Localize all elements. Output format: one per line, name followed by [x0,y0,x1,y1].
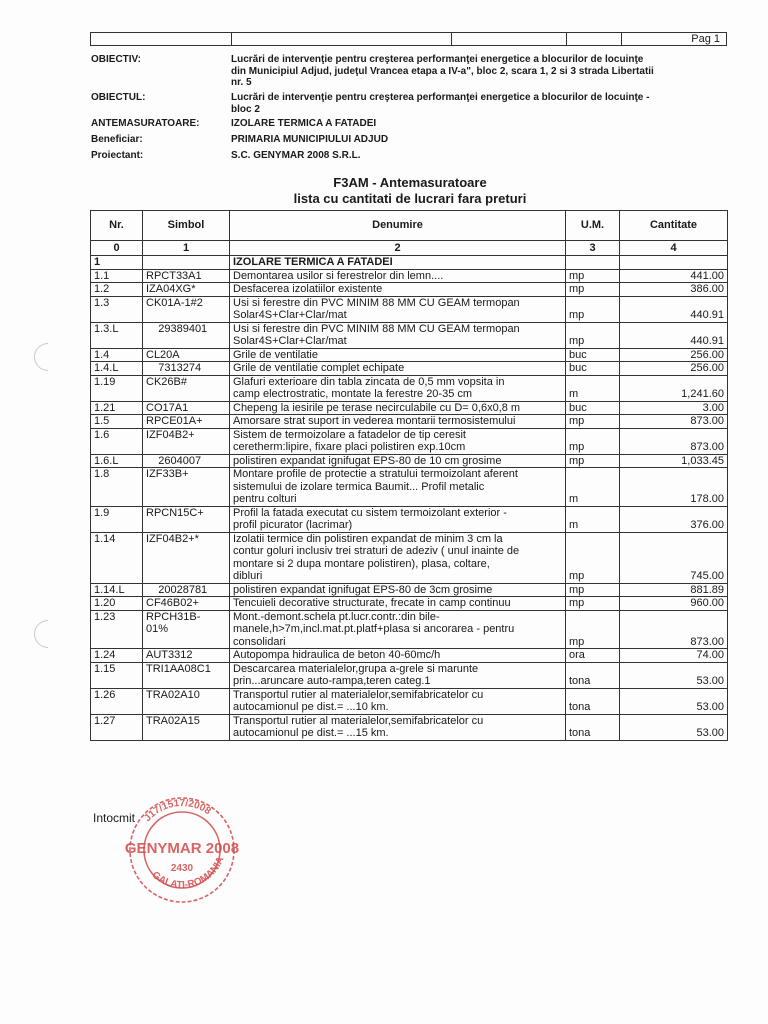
row-nr: 1.4 [91,348,143,362]
row-simbol: RPCE01A+ [143,415,230,429]
row-cantitate: 53.00 [620,662,728,688]
row-denumire [230,428,566,454]
document-title: F3AM - Antemasuratoare [333,175,487,190]
row-cantitate: 745.00 [620,532,728,583]
row-nr: 1.21 [91,401,143,415]
obiectul-value: Lucrări de intervenţie pentru creşterea performanţei energetice a blocurilor de locuinţe - bloc 2 [231,92,650,115]
table-row [91,662,728,688]
denumire-line: Solar4S+Clar+Clar/mat [233,335,347,347]
page-number: Pag 1 [691,33,720,45]
row-cantitate: 960.00 [620,597,728,611]
table-row [91,714,728,740]
row-um: mp [566,428,620,454]
table-row [91,269,728,283]
denumire-line: Transportul rutier al materialelor,semifabricatelor cu [233,688,484,701]
denumire-line: Sistem de termoizolare a fatadelor de tip ceresit [233,428,466,441]
stamp-company: GENYMAR 2008 [124,840,240,857]
row-simbol: 7313274 [143,362,230,376]
denumire-line: Usi si ferestre din PVC MINIM 88 MM CU GEAM termopan [233,322,520,335]
table-row [91,583,728,597]
row-nr: 1.23 [91,610,143,649]
row-nr: 1.19 [91,375,143,401]
row-um: mp [566,322,620,348]
row-cantitate: 441.00 [620,269,728,283]
row-simbol: RPCN15C+ [143,506,230,532]
row-simbol: TRA02A15 [143,714,230,740]
row-nr: 1.27 [91,714,143,740]
row-nr: 1.15 [91,662,143,688]
table-header-row [91,211,728,241]
stamp-number: 2430 [170,863,194,874]
table-row [91,532,728,583]
row-um: buc [566,401,620,415]
denumire-line: Izolatii termice din polistiren expandat de minim 3 cm la [233,532,503,545]
denumire-line: Profil la fatada executat cu sistem termoizolant exterior - [233,506,507,519]
denumire-line: polistiren expandat ignifugat EPS-80 de 10 cm grosime [233,454,502,467]
row-um: buc [566,348,620,362]
section-number: 1 [91,256,143,270]
row-um: buc [566,362,620,376]
row-denumire [230,415,566,429]
row-cantitate: 873.00 [620,415,728,429]
denumire-line: ceretherm:lipire, fixare placi polistiren exp.10cm [233,441,466,453]
row-denumire [230,610,566,649]
row-denumire [230,322,566,348]
row-simbol: TRA02A10 [143,688,230,714]
row-simbol: CK01A-1#2 [143,296,230,322]
row-denumire [230,454,566,468]
obiectiv-label: OBIECTIV: [91,54,142,65]
denumire-line: Demontarea usilor si ferestrelor din lemn.... [233,269,444,282]
row-nr: 1.6 [91,428,143,454]
row-denumire [230,283,566,297]
intocmit-label: Intocmit [93,811,136,825]
row-nr: 1.3.L [91,322,143,348]
row-simbol: RPCH31B- 01% [143,610,230,649]
punch-hole-mark [28,614,68,654]
section-row [91,256,728,270]
company-stamp [110,795,250,905]
denumire-line: manele,h>7m,incl.mat.pt.platf+plasa si ancorarea - pentru [233,623,515,635]
stamp-code: J17/1517/2008 [142,797,213,824]
row-um: m [566,468,620,507]
beneficiar-value: PRIMARIA MUNICIPIULUI ADJUD [231,134,389,145]
row-cantitate: 1,033.45 [620,454,728,468]
denumire-line: dibluri [233,570,263,582]
denumire-line: Grile de ventilatie [233,348,318,361]
column-header-denumire: Denumire [230,211,566,241]
proiectant-label: Proiectant: [91,150,144,161]
column-header-nr: Nr. [91,211,143,241]
row-simbol: IZF04B2+ [143,428,230,454]
table-row [91,468,728,507]
table-row [91,649,728,663]
row-um: mp [566,415,620,429]
row-cantitate: 53.00 [620,714,728,740]
column-header-simbol: Simbol [143,211,230,241]
denumire-line: Solar4S+Clar+Clar/mat [233,309,347,321]
column-header-cantitate: Cantitate [620,211,728,241]
row-cantitate: 256.00 [620,362,728,376]
table-row [91,688,728,714]
denumire-line: profil picurator (lacrimar) [233,519,353,531]
page-header-row [90,32,727,46]
denumire-line: pentru colturi [233,493,297,505]
table-row [91,296,728,322]
proiectant-value: S.C. GENYMAR 2008 S.R.L. [231,150,361,161]
row-simbol: AUT3312 [143,649,230,663]
denumire-line: contur goluri inclusiv trei straturi de adeziv ( unul inainte de [233,545,520,557]
row-denumire [230,296,566,322]
beneficiar-label: Beneficiar: [91,134,143,145]
table-row [91,428,728,454]
row-um: m [566,506,620,532]
document-subtitle: lista cu cantitati de lucrari fara preturi [293,191,527,206]
row-um: mp [566,269,620,283]
row-um: ora [566,649,620,663]
column-index-row: 0 1 2 3 4 [91,241,728,256]
obiectiv-value: Lucrări de intervenţie pentru creşterea performanţei energetice a blocurilor de locuinţe din Municipiul Adjud, judeţul Vrancea etapa a IV-a", bloc 2, scara 1, 2 si 3 strada Libertatii nr. 5 [231,54,654,88]
row-um: mp [566,583,620,597]
row-nr: 1.3 [91,296,143,322]
row-simbol: CF46B02+ [143,597,230,611]
row-simbol: 20028781 [143,583,230,597]
row-denumire [230,532,566,583]
row-simbol: TRI1AA08C1 [143,662,230,688]
antemasuratoare-label: ANTEMASURATOARE: [91,118,200,129]
row-denumire [230,468,566,507]
row-denumire [230,348,566,362]
row-simbol: IZF04B2+* [143,532,230,583]
row-nr: 1.5 [91,415,143,429]
table-row [91,348,728,362]
row-simbol: CO17A1 [143,401,230,415]
denumire-line: Usi si ferestre din PVC MINIM 88 MM CU GEAM termopan [233,296,520,309]
denumire-line: polistiren expandat ignifugat EPS-80 de 3cm grosime [233,583,493,596]
row-simbol: RPCT33A1 [143,269,230,283]
row-simbol: 29389401 [143,322,230,348]
table-row [91,362,728,376]
row-nr: 1.26 [91,688,143,714]
row-cantitate: 3.00 [620,401,728,415]
denumire-line: autocamionul pe dist.= ...15 km. [233,727,389,739]
denumire-line: Descarcarea materialelor,grupa a-grele si marunte [233,662,479,675]
table-row [91,415,728,429]
section-name: IZOLARE TERMICA A FATADEI [230,256,566,270]
row-simbol: CL20A [143,348,230,362]
row-cantitate: 440.91 [620,296,728,322]
row-denumire [230,375,566,401]
row-nr: 1.14.L [91,583,143,597]
table-row [91,322,728,348]
row-nr: 1.14 [91,532,143,583]
row-denumire [230,401,566,415]
row-um: mp [566,296,620,322]
table-row [91,506,728,532]
row-nr: 1.8 [91,468,143,507]
row-cantitate: 873.00 [620,610,728,649]
denumire-line: consolidari [233,635,286,648]
row-um: mp [566,597,620,611]
table-row [91,375,728,401]
punch-hole-mark [28,337,68,377]
row-nr: 1.1 [91,269,143,283]
row-denumire [230,649,566,663]
row-cantitate: 386.00 [620,283,728,297]
antemasuratoare-value: IZOLARE TERMICA A FATADEI [231,118,377,129]
stamp-city: GALATI-ROMANIA [149,855,227,891]
row-denumire [230,362,566,376]
row-cantitate: 1,241.60 [620,375,728,401]
denumire-line: Chepeng la iesirile pe terase necirculabile cu D= 0,6x0,8 m [233,401,521,414]
row-cantitate: 881.89 [620,583,728,597]
denumire-line: prin...aruncare auto-rampa,teren categ.1 [233,675,431,687]
denumire-line: Glafuri exterioare din tabla zincata de 0,5 mm vopsita in [233,375,505,388]
row-nr: 1.2 [91,283,143,297]
denumire-line: autocamionul pe dist.= ...10 km. [233,701,389,713]
row-um: mp [566,610,620,649]
row-denumire [230,662,566,688]
table-row [91,454,728,468]
row-nr: 1.24 [91,649,143,663]
denumire-line: Amorsare strat suport in vederea montarii termosistemului [233,415,516,427]
table-row [91,610,728,649]
row-denumire [230,688,566,714]
row-simbol: 2604007 [143,454,230,468]
row-cantitate: 53.00 [620,688,728,714]
row-simbol: IZF33B+ [143,468,230,507]
denumire-line: sistemului de izolare termica Baumit... Profil metalic [233,480,485,493]
row-cantitate: 376.00 [620,506,728,532]
column-header-um: U.M. [566,211,620,241]
row-nr: 1.6.L [91,454,143,468]
row-um: m [566,375,620,401]
works-table [90,210,728,741]
row-denumire [230,506,566,532]
row-denumire [230,583,566,597]
row-denumire [230,269,566,283]
row-nr: 1.9 [91,506,143,532]
denumire-line: Mont.-demont.schela pt.lucr.contr.:din bile- [233,610,440,623]
table-row [91,283,728,297]
row-um: mp [566,454,620,468]
table-row [91,597,728,611]
row-denumire [230,597,566,611]
denumire-line: Transportul rutier al materialelor,semifabricatelor cu [233,714,484,727]
row-simbol: CK26B# [143,375,230,401]
denumire-line: Grile de ventilatie complet echipate [233,362,405,374]
obiectul-label: OBIECTUL: [91,92,146,103]
denumire-line: Tencuieli decorative structurate, frecate in camp continuu [233,597,511,609]
row-cantitate: 178.00 [620,468,728,507]
denumire-line: camp electrostratic, montate la ferestre 20-35 cm [233,388,473,400]
row-um: tona [566,662,620,688]
denumire-line: Desfacerea izolatiilor existente [233,283,383,295]
denumire-line: montare si 2 dupa montare polistiren), plasa, coltare, [233,557,490,570]
row-cantitate: 873.00 [620,428,728,454]
row-denumire [230,714,566,740]
denumire-line: Autopompa hidraulica de beton 40-60mc/h [233,649,441,661]
denumire-line: Montare profile de protectie a stratului termoizolant aferent [233,468,518,480]
row-cantitate: 74.00 [620,649,728,663]
row-um: mp [566,532,620,583]
row-cantitate: 440.91 [620,322,728,348]
row-nr: 1.20 [91,597,143,611]
row-um: tona [566,688,620,714]
row-simbol: IZA04XG* [143,283,230,297]
row-cantitate: 256.00 [620,348,728,362]
row-nr: 1.4.L [91,362,143,376]
table-row [91,401,728,415]
row-um: mp [566,283,620,297]
row-um: tona [566,714,620,740]
